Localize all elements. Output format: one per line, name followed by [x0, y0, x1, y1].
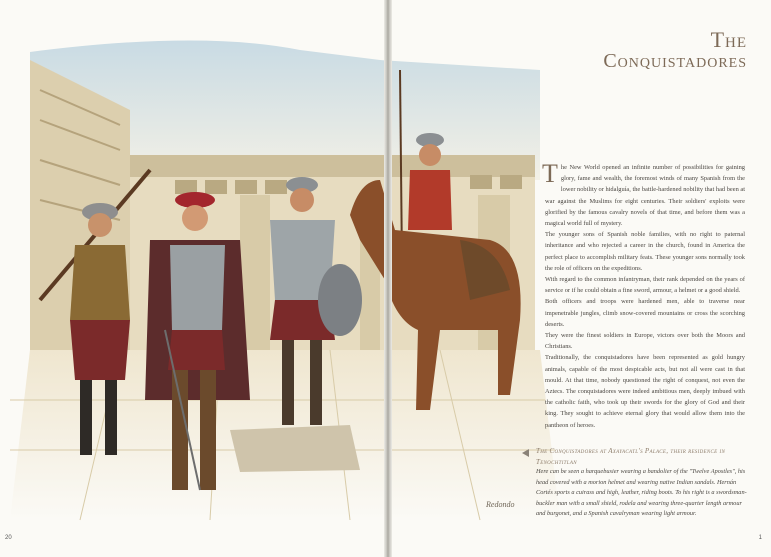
caption-heading: The Conquistadores at Axayacatl's Palace, their residence in Tenochtitlan: [536, 447, 726, 466]
paragraph: Both officers and troops were hardened men, able to traverse near impenetrable jungles, climb snow-covered mountains or cross the scorching deserts.: [545, 298, 745, 328]
drop-cap: T: [542, 159, 558, 188]
body-text: [542, 159, 745, 431]
paragraph: The younger sons of Spanish noble families, with no right to paternal inheritance and who rejected a career in the church, found in America the perfect place to accomplish military feats. These younger sons normally took the role of officers on the expeditions.: [545, 231, 745, 272]
paragraph: With regard to the common infantryman, their rank depended on the years of service or if he could obtain a fine sword, armour, a helmet or a good shield.: [545, 276, 745, 295]
chapter-title: [603, 28, 747, 72]
caption-pointer-icon: [522, 449, 529, 457]
book-gutter: [384, 0, 392, 557]
paragraph: Traditionally, the conquistadores have been represented as gold hungry animals, capable of the most despicable acts, but not all were cast in that mould. At that time, nobody questioned the right of conquest, not even the Aztecs. The conquistadores were indeed ambitious men, deeply imbued with the catholic faith, who took up their swords for the glory of God and their king. They sought to achieve eternal glory that would allow them into the pantheon of heroes.: [545, 354, 745, 429]
paragraph: The New World opened an infinite number of possibilities for gaining glory, fame and wealth, the foremost winds of many Spanish from the lower nobility or hidalguía, the battle-hardened nobility that had been at war against the Muslims for eight centuries. Their soldiers' exploits were glorified by the famous cavalry novels of that time, and before them was a magical world full of mystery.: [542, 159, 745, 228]
title-line-1: The: [710, 27, 747, 52]
paragraph: They were the finest soldiers in Europe, victors over both the Moors and Christians.: [545, 332, 745, 351]
artist-signature: Redondo: [486, 500, 515, 509]
page-number-left: 20: [5, 535, 12, 541]
illustration-caption: [536, 446, 750, 520]
caption-text: Here can be seen a harquebusier wearing a bandolier of the "Twelve Apostles", his head covered with a morion helmet and wearing native Indian sandals. Hernán Cortés sports a cuirass and high, leather, riding boots. To his right is a swordsman-buckler man with a small shield, rodela and wearing three-quarter length armour and burgonet, and a Spanish cavalryman wearing light armour.: [536, 468, 747, 517]
title-line-2: Conquistadores: [603, 50, 747, 73]
page-number-right: 1: [758, 535, 762, 541]
